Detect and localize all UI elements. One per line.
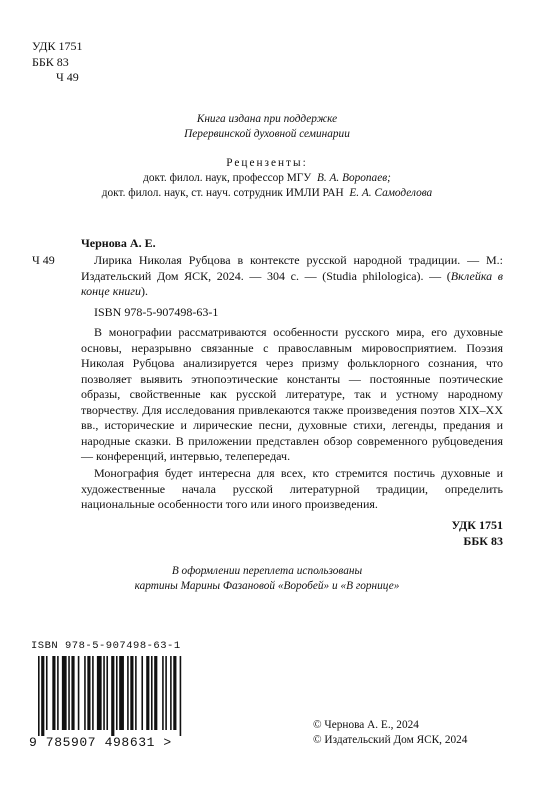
reviewer-2-title: докт. филол. наук, ст. науч. сотрудник ИМЛИ РАН [101, 187, 344, 199]
support-note [0, 112, 534, 142]
support-line-2: Перервинской духовной семинарии [184, 128, 350, 140]
abstract-paragraph-1: В монографии рассматриваются особенности русского мира, его духовные основы, неразрывно связанные с православным мировосприятием. Поэзия Николая Рубцова анализируется через призму фольклорного сознания, что позволяет выявить этнопоэтические константы — постоянные поэтические образы, свойственные как русской литературе, так и устному народному творчеству. Для исследования привлекаются также произведения поэтов XIX–XX вв., исторические и лирические песни, духовные стихи, легенды, предания и народные сказки. В приложении представлен обзор современного рубцоведения — конференций, интервью, телепередач. [81, 325, 503, 463]
reviewer-2-name: Е. А. Самоделова [349, 187, 433, 199]
reviewer-1 [0, 171, 534, 186]
barcode-icon [38, 656, 188, 736]
reviewer-2 [0, 186, 534, 201]
record-author: Чернова А. Е. [81, 236, 156, 250]
support-line-1: Книга издана при поддержке [196, 113, 338, 125]
abstract-paragraph-2: Монография будет интересна для всех, кто стремится постичь духовные и художественные начала русской литературной традиции, определить национальные особенности того или иного произведения. [81, 466, 503, 511]
abstract-udk: УДК 1751 [451, 518, 503, 532]
reviewer-1-name: В. А. Воропаев; [316, 172, 391, 184]
cover-note [0, 564, 534, 594]
udk-code: УДК 1751 [32, 39, 83, 53]
reviewers-heading: Рецензенты: [226, 157, 308, 169]
copyright-publisher: © Издательский Дом ЯСК, 2024 [313, 734, 468, 746]
cover-note-line-2: картины Марины Фазановой «Воробей» и «В горнице» [134, 580, 400, 592]
copyright-block [313, 718, 467, 748]
description-text: Лирика Николая Рубцова в контексте русской народной традиции. — М.: Издательский Дом ЯСК, 2024. — 304 с. — (Studia philologica). — ( [81, 253, 503, 283]
record-isbn: ISBN 978-5-907498-63-1 [94, 305, 219, 319]
bbk-code: ББК 83 [32, 54, 69, 69]
reviewers-block [0, 156, 534, 201]
reviewer-1-title: докт. филол. наук, профессор МГУ [143, 172, 312, 184]
abstract-bbk: ББК 83 [463, 533, 503, 548]
description-insert-note: Вклейка в конце книги [81, 268, 503, 298]
record-description [81, 253, 503, 300]
abstract-codes [380, 518, 503, 549]
classification-block [32, 39, 82, 86]
barcode-digits: 9 785907 498631 > [29, 735, 172, 750]
copyright-author: © Чернова А. Е., 2024 [313, 719, 419, 731]
description-end: ). [140, 284, 148, 298]
author-mark: Ч 49 [56, 70, 79, 84]
record-mark: Ч 49 [32, 253, 55, 267]
cover-note-line-1: В оформлении переплета использованы [171, 565, 363, 577]
barcode-isbn-text: ISBN 978-5-907498-63-1 [31, 640, 181, 652]
